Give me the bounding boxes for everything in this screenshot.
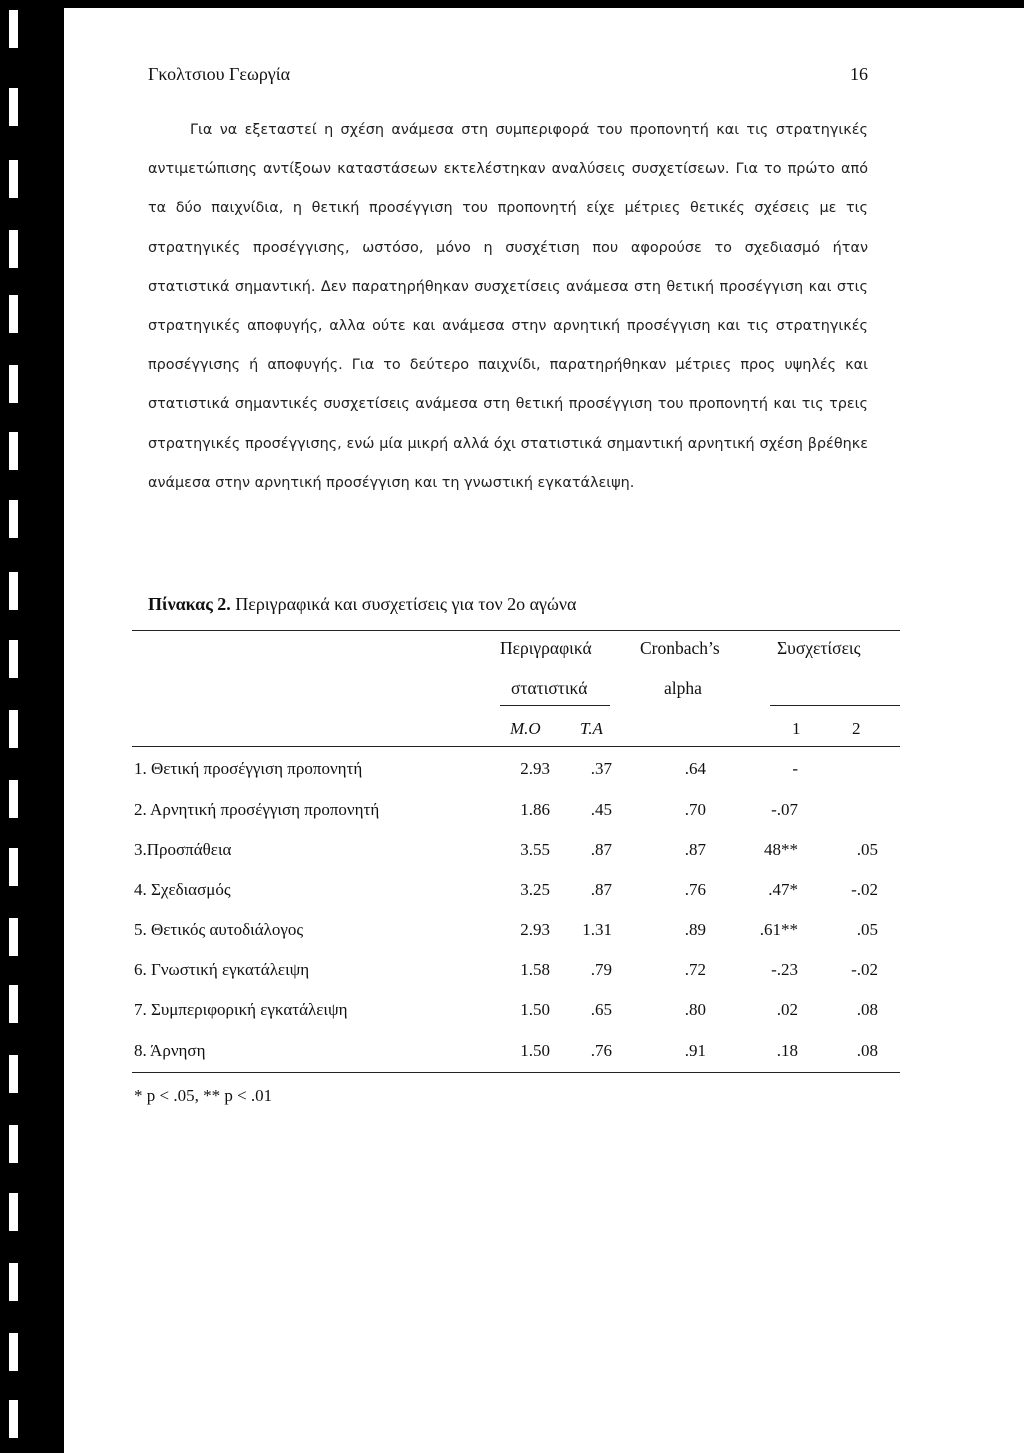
row-alpha: .76 <box>684 880 706 899</box>
paragraph: Για να εξεταστεί η σχέση ανάμεσα στη συμπεριφορά του προπονητή και τις στρατηγικές αντιμετώπισης αντίξοων καταστάσεων εκτελέστηκαν αναλύσεις συσχετίσεων. Για το πρώτο από τα δύο παιχνίδια, η θετική προσέγγιση του προπονητή είχε μέτριες θετικές σχέσεις με τις στρατηγικές προσέγγισης, ωστόσο, μόνο η συσχέτιση που αφορούσε το σχεδιασμό ήταν στατιστικά σημαντική. Δεν παρατηρήθηκαν συσχετίσεις ανάμεσα στη θετική προσέγγιση και στις στρατηγικές αποφυγής, αλλα ούτε και ανάμεσα στην αρνητική προσέγγιση και τις στρατηγικές προσέγγισης ή αποφυγής. Για το δεύτερο παιχνίδι, παρατηρήθηκαν μέτριες προς υψηλές και στατιστικά σημαντικές συσχετίσεις ανάμεσα στη θετική προσέγγιση του προπονητή και τις τρεις στρατηγικές προσέγγισης, ενώ μία μικρή αλλά όχι στατιστικά σημαντική αρνητική σχέση βρέθηκε ανάμεσα στην αρνητική προσέγγιση και τη γνωστική εγκατάλειψη. <box>148 122 868 491</box>
sprocket-hole <box>9 1333 18 1371</box>
row-sd: 1.31 <box>582 920 612 939</box>
film-strip <box>0 0 64 1453</box>
descriptives-subrule <box>500 705 610 706</box>
row-corr2: .08 <box>856 1000 878 1019</box>
sprocket-hole <box>9 365 18 403</box>
row-mean: 1.50 <box>520 1041 550 1060</box>
row-sd: .87 <box>590 840 612 859</box>
row-sd: .37 <box>590 759 612 778</box>
table-header-rule <box>132 746 900 747</box>
row-mean: 3.25 <box>520 880 550 899</box>
row-corr2: .05 <box>856 840 878 859</box>
row-corr2: -.02 <box>851 880 878 899</box>
row-alpha: .87 <box>684 840 706 859</box>
row-corr2: .05 <box>856 920 878 939</box>
sprocket-hole <box>9 295 18 333</box>
running-header <box>148 64 868 85</box>
row-corr1: .61** <box>759 920 798 939</box>
table-caption-text: Περιγραφικά και συσχετίσεις για τον 2ο αγώνα <box>230 594 577 614</box>
descriptives-header-line2: στατιστικά <box>511 678 588 698</box>
row-sd: .45 <box>590 800 612 819</box>
document-page <box>64 8 1024 1453</box>
row-alpha: .91 <box>684 1041 706 1060</box>
row-alpha: .89 <box>684 920 706 939</box>
sprocket-hole <box>9 10 18 48</box>
row-label: 6. Γνωστική εγκατάλειψη <box>134 960 310 979</box>
row-label: 8. Άρνηση <box>134 1041 206 1060</box>
sprocket-hole <box>9 1125 18 1163</box>
row-corr1: 48** <box>764 840 798 859</box>
sprocket-hole <box>9 1400 18 1438</box>
sprocket-hole <box>9 710 18 748</box>
row-mean: 1.86 <box>520 800 550 819</box>
body-text <box>148 111 868 503</box>
cronbach-header-line2: alpha <box>664 678 702 698</box>
table-caption <box>148 594 576 615</box>
row-mean: 1.58 <box>520 960 550 979</box>
sprocket-hole <box>9 640 18 678</box>
row-alpha: .80 <box>684 1000 706 1019</box>
sprocket-hole <box>9 985 18 1023</box>
sprocket-hole <box>9 230 18 268</box>
row-mean: 2.93 <box>520 920 550 939</box>
corr1-header: 1 <box>792 719 801 738</box>
row-corr1: - <box>792 759 798 778</box>
correlations-subrule <box>770 705 900 706</box>
row-alpha: .70 <box>684 800 706 819</box>
row-corr1: -.23 <box>771 960 798 979</box>
row-label: 2. Αρνητική προσέγγιση προπονητή <box>134 800 380 819</box>
page-number: 16 <box>850 64 868 84</box>
sprocket-hole <box>9 500 18 538</box>
row-sd: .87 <box>590 880 612 899</box>
table-caption-label: Πίνακας 2. <box>148 594 231 614</box>
sprocket-hole <box>9 572 18 610</box>
sprocket-hole <box>9 780 18 818</box>
sprocket-hole <box>9 1263 18 1301</box>
row-mean: 2.93 <box>520 759 550 778</box>
sd-header: Τ.Α <box>580 719 603 738</box>
row-label: 1. Θετική προσέγγιση προπονητή <box>134 759 363 778</box>
corr2-header: 2 <box>852 719 861 738</box>
row-corr1: .02 <box>776 1000 798 1019</box>
sprocket-hole <box>9 88 18 126</box>
table-bottom-rule <box>132 1072 900 1073</box>
descriptives-header: Περιγραφικά <box>500 638 592 658</box>
sprocket-hole <box>9 1193 18 1231</box>
row-alpha: .64 <box>684 759 706 778</box>
sprocket-hole <box>9 432 18 470</box>
row-label: 5. Θετικός αυτοδιάλογος <box>134 920 304 939</box>
cronbach-header: Cronbach’s <box>640 638 720 658</box>
row-corr2: .08 <box>856 1041 878 1060</box>
author-name: Γκολτσιου Γεωργία <box>148 64 291 84</box>
table-top-rule <box>132 630 900 631</box>
row-label: 3.Προσπάθεια <box>134 840 232 859</box>
row-sd: .65 <box>590 1000 612 1019</box>
row-label: 4. Σχεδιασμός <box>134 880 231 899</box>
correlations-header: Συσχετίσεις <box>777 638 861 658</box>
row-corr1: .47* <box>768 880 798 899</box>
sprocket-hole <box>9 918 18 956</box>
sprocket-hole <box>9 160 18 198</box>
row-label: 7. Συμπεριφορική εγκατάλειψη <box>134 1000 348 1019</box>
row-sd: .76 <box>590 1041 612 1060</box>
sprocket-hole <box>9 848 18 886</box>
row-mean: 1.50 <box>520 1000 550 1019</box>
row-alpha: .72 <box>684 960 706 979</box>
significance-note: * p < .05, ** p < .01 <box>134 1086 273 1105</box>
row-sd: .79 <box>590 960 612 979</box>
row-corr1: .18 <box>776 1041 798 1060</box>
row-corr2: -.02 <box>851 960 878 979</box>
sprocket-hole <box>9 1055 18 1093</box>
mean-header: Μ.Ο <box>510 719 541 738</box>
row-corr1: -.07 <box>771 800 798 819</box>
row-mean: 3.55 <box>520 840 550 859</box>
